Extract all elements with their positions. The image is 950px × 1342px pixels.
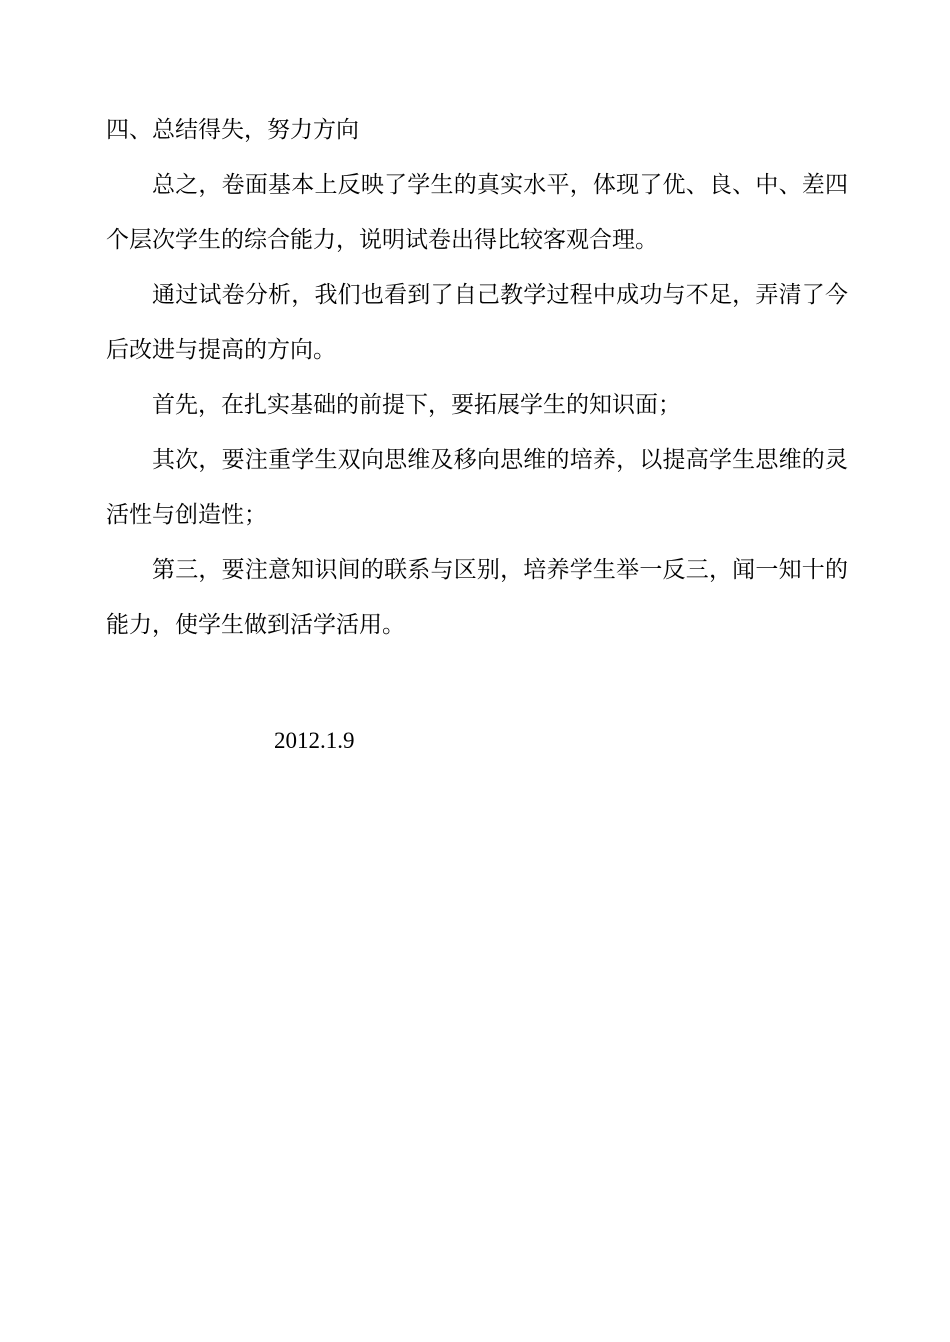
paragraph-first-point: 首先，在扎实基础的前提下，要拓展学生的知识面； [152,392,681,418]
paragraph-summary: 总之，卷面基本上反映了学生的真实水平，体现了优、良、中、差四个层次学生的综合能力，说明试卷出得比较客观合理。 [106,172,848,253]
paragraph-third-point: 第三，要注意知识间的联系与区别，培养学生举一反三，闻一知十的能力，使学生做到活学活用。 [106,557,848,638]
document-body [106,103,848,653]
paragraph-analysis: 通过试卷分析，我们也看到了自己教学过程中成功与不足，弄清了今后改进与提高的方向。 [106,282,848,363]
paragraph-second-point: 其次，要注重学生双向思维及移向思维的培养，以提高学生思维的灵活性与创造性； [106,447,848,528]
document-date: 2012.1.9 [274,728,355,753]
section-heading: 四、总结得失，努力方向 [106,117,359,143]
